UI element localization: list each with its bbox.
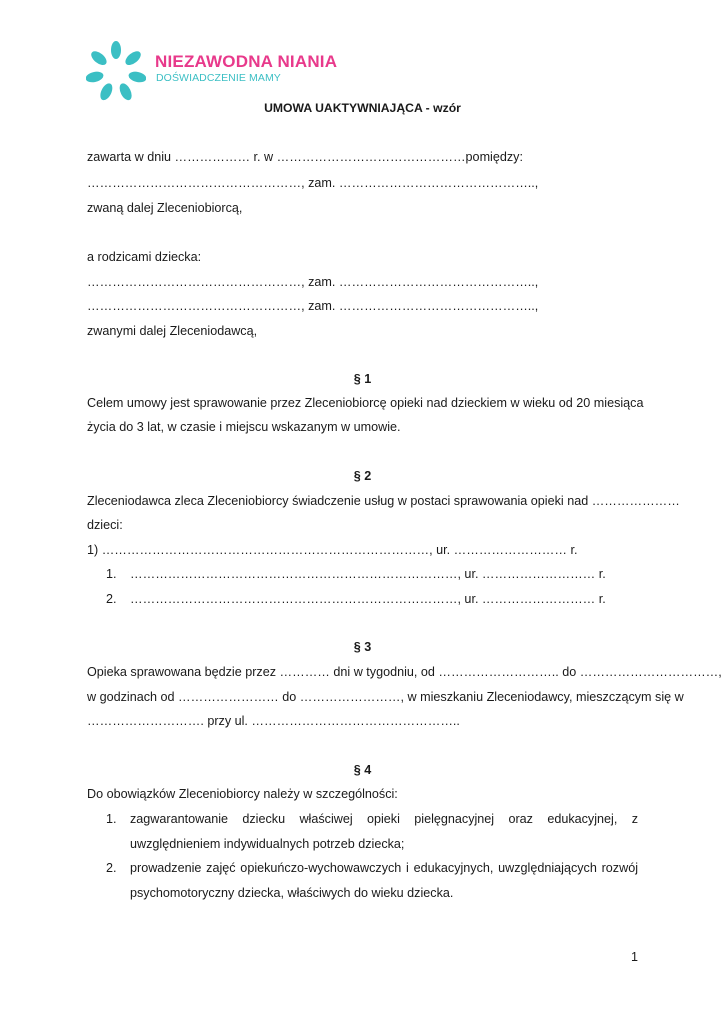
flower-logo-icon	[86, 40, 146, 104]
list-item-text: ……………………………………………………………………, ur. ……………………… r.	[130, 592, 606, 606]
brand-name: NIEZAWODNA NIANIA	[155, 52, 338, 71]
intro-line: zwanymi dalej Zleceniodawcą,	[87, 324, 258, 338]
section-2-heading: § 2	[353, 469, 372, 483]
section-3-text: ………………………. przy ul. …………………………………………..	[87, 714, 460, 728]
section-3-text: Opieka sprawowana będzie przez ………… dni w tygodniu, od ……………………….. do ……………………………,	[87, 665, 722, 679]
list-item-number: 1.	[106, 812, 117, 826]
intro-line: ……………………………………………, zam. ………………………………………..,	[87, 275, 539, 289]
intro-line: ……………………………………………, zam. ………………………………………..,	[87, 299, 539, 313]
section-3-heading: § 3	[353, 640, 372, 654]
list-item-number: 2.	[106, 592, 117, 606]
list-item-number: 1.	[106, 567, 117, 581]
page-number: 1	[631, 950, 639, 964]
section-3-text: w godzinach od …………………… do ……………………, w mieszkaniu Zleceniodawcy, mieszczącym się w	[87, 690, 684, 704]
list-item-text: prowadzenie zajęć opiekuńczo-wychowawczych i edukacyjnych, uwzględniających rozwój	[130, 861, 638, 875]
list-item-text: ……………………………………………………………………, ur. ……………………… r.	[130, 567, 606, 581]
section-1-heading: § 1	[353, 372, 372, 386]
section-1-text: życia do 3 lat, w czasie i miejscu wskazanym w umowie.	[87, 420, 401, 434]
brand-logo	[86, 40, 386, 104]
brand-tagline: DOŚWIADCZENIE MAMY	[156, 72, 281, 84]
section-4-heading: § 4	[353, 763, 372, 777]
list-item-number: 2.	[106, 861, 117, 875]
section-1-text: Celem umowy jest sprawowanie przez Zleceniobiorcę opieki nad dzieckiem w wieku od 20 miesiąca	[87, 396, 644, 410]
intro-line: zwaną dalej Zleceniobiorcą,	[87, 201, 243, 215]
section-4-intro: Do obowiązków Zleceniobiorcy należy w szczególności:	[87, 787, 398, 801]
intro-line: zawarta w dniu ……………… r. w ………………………………………pomiędzy:	[87, 150, 523, 164]
intro-line: a rodzicami dziecka:	[87, 250, 202, 264]
list-item-text: zagwarantowanie dziecku właściwej opieki pielęgnacyjnej oraz edukacyjnej, z	[130, 812, 638, 826]
section-2-text: Zleceniodawca zleca Zleceniobiorcy świadczenie usług w postaci sprawowania opieki nad …………………	[87, 494, 680, 508]
section-2-child-line: 1) ……………………………………………………………………, ur. ……………………… r.	[87, 543, 578, 557]
intro-line: ……………………………………………, zam. ………………………………………..,	[87, 176, 539, 190]
list-item-text: psychomotoryczny dziecka, właściwych do wieku dziecka.	[130, 886, 454, 900]
section-2-text: dzieci:	[87, 518, 123, 532]
list-item-text: uwzględnieniem indywidualnych potrzeb dziecka;	[130, 837, 405, 851]
document-title: UMOWA UAKTYWNIAJĄCA - wzór	[264, 101, 461, 115]
